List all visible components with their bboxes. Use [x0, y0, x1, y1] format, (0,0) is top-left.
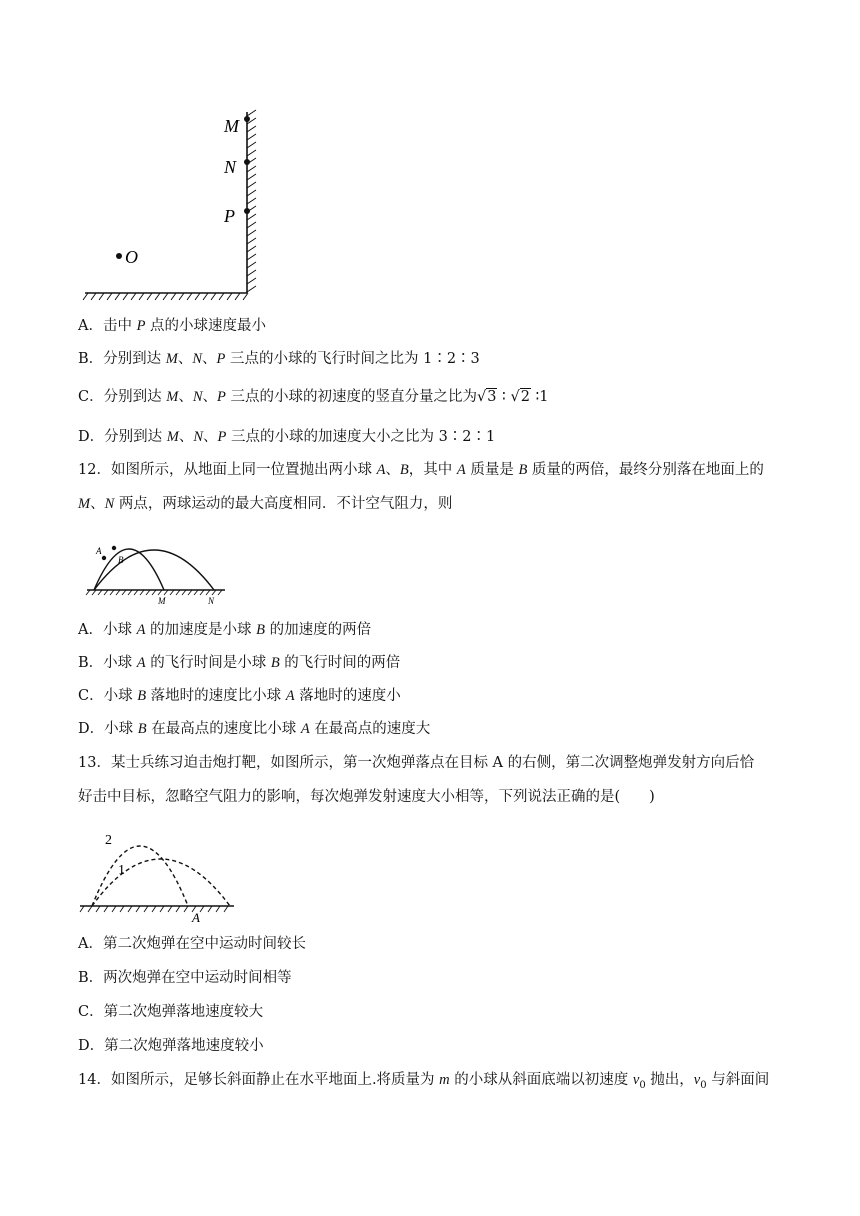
q13-stem-line1: 13．某士兵练习迫击炮打靶，如图所示，第一次炮弹落点在目标 A 的右侧，第二次调整炮弹发射方向后恰 [78, 755, 755, 771]
q12-option-c: C．小球 B 落地时的速度比小球 A 落地时的速度小 [78, 688, 401, 704]
label-M: M [224, 116, 239, 136]
q13-stem-line2: 好击中目标，忽略空气阻力的影响，每次炮弹发射速度大小相等，下列说法正确的是( ) [78, 789, 655, 805]
q13-option-d: D．第二次炮弹落地速度较小 [78, 1038, 264, 1054]
label-A: A [192, 910, 200, 925]
label-M: M [158, 596, 166, 606]
q14-stem-line1: 14．如图所示，足够长斜面静止在水平地面上.将质量为 m 的小球从斜面底端以初速度 $v_0$ 抛出，$v_0$ 与斜面间 [78, 1072, 770, 1091]
q12-option-b: B．小球 A 的飞行时间是小球 B 的飞行时间的两倍 [78, 655, 401, 671]
label-B: B [118, 555, 124, 565]
label-P: P [224, 206, 235, 226]
q11-option-b: B．分别到达 M、N、P 三点的小球的飞行时间之比为 1∶2∶3 [78, 351, 480, 367]
label-N: N [208, 596, 215, 606]
q13-option-b: B．两次炮弹在空中运动时间相等 [78, 970, 292, 986]
wall-ground-figure [80, 108, 270, 304]
q11-option-d: D．分别到达 M、N、P 三点的小球的加速度大小之比为 3∶2∶1 [78, 429, 496, 445]
q12-stem-line1: 12．如图所示，从地面上同一位置抛出两小球 A、B，其中 A 质量是 B 质量的两倍，最终分别落在地面上的 [78, 462, 764, 478]
label-1: 1 [118, 863, 125, 878]
q13-option-a: A．第二次炮弹在空中运动时间较长 [78, 936, 306, 952]
label-O: O [125, 247, 138, 267]
two-ball-trajectory-figure [84, 530, 229, 608]
q12-option-a: A．小球 A 的加速度是小球 B 的加速度的两倍 [78, 622, 372, 638]
mortar-trajectory-figure [78, 814, 236, 926]
q13-option-c: C．第二次炮弹落地速度较大 [78, 1004, 264, 1020]
q12-option-d: D．小球 B 在最高点的速度比小球 A 在最高点的速度大 [78, 721, 431, 737]
label-A: A [96, 546, 102, 556]
q11-option-c: C．分别到达 M、N、P 三点的小球的初速度的竖直分量之比为√3 ∶ √2 ∶1 [78, 389, 549, 405]
q11-option-a: A．击中 P 点的小球速度最小 [78, 318, 267, 334]
label-2: 2 [105, 833, 112, 848]
label-N: N [224, 157, 237, 177]
q12-stem-line2: M、N 两点，两球运动的最大高度相同．不计空气阻力，则 [78, 496, 453, 512]
